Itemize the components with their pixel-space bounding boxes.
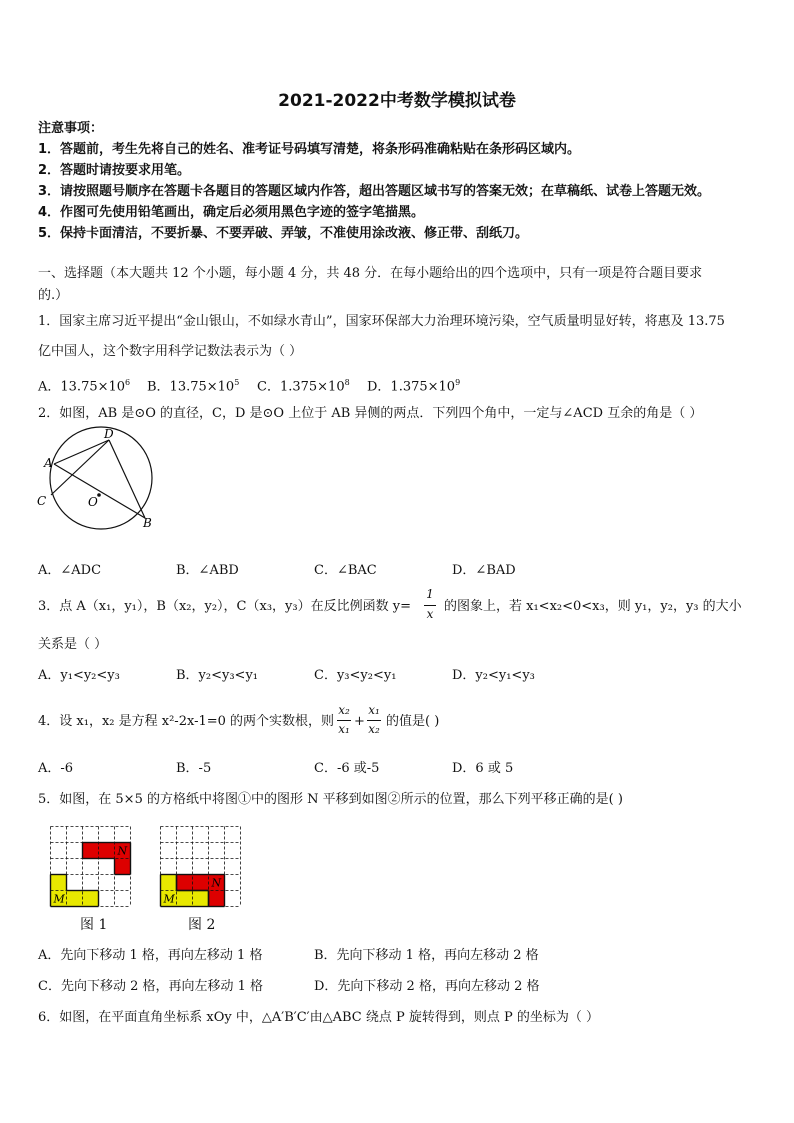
q1-stem-cont: 亿中国人，这个数字用科学记数法表示为（ ）: [38, 344, 303, 359]
shape-m-cell: [51, 875, 67, 891]
shape-n-cell: [83, 843, 99, 859]
option-text: A．13.75×10: [38, 379, 126, 395]
q3-fraction-numerator: 1: [426, 587, 434, 601]
option-exponent: 5: [234, 378, 240, 387]
shape-n-cell: [177, 875, 193, 891]
q4-option-c[interactable]: C．-6 或-5: [314, 761, 380, 776]
page-title: 2021-2022中考数学模拟试卷: [278, 91, 516, 111]
shape-m-cell: [193, 891, 209, 907]
shape-m-cell: [161, 875, 177, 891]
notice-item: 4．作图可先使用铅笔画出，确定后必须用黑色字迹的签字笔描黑。: [38, 205, 425, 220]
notice-item: 5．保持卡面清洁，不要折暴、不要弄破、弄皱，不准使用涂改液、修正带、刮纸刀。: [38, 226, 529, 241]
label-a: A: [44, 456, 53, 470]
q2-stem: 2．如图，AB 是⊙O 的直径，C，D 是⊙O 上位于 AB 异侧的两点．下列四个角中，一定与∠ACD 互余的角是（ ）: [38, 406, 703, 421]
fraction-bar: [337, 720, 351, 721]
q5-figure-1-caption: 图 1: [80, 917, 108, 933]
segment-ab: [54, 464, 145, 518]
shape-m-cell: [177, 891, 193, 907]
q4-option-b[interactable]: B．-5: [176, 761, 212, 776]
label-o: O: [88, 495, 98, 509]
notice-heading: 注意事项：: [38, 121, 104, 136]
q1-stem: 1．国家主席习近平提出“金山银山，不如绿水青山”，国家环保部大力治理环境污染，空气质量明显好转，将惠及 13.75: [38, 314, 725, 329]
q6-stem: 6．如图，在平面直角坐标系 xOy 中，△A′B′C′由△ABC 绕点 P 旋转得到，则点 P 的坐标为（ ）: [38, 1010, 600, 1025]
q4-option-d[interactable]: D．6 或 5: [452, 761, 514, 776]
segment-ad: [54, 440, 109, 464]
label-b: B: [143, 516, 152, 530]
shape-m-cell: [67, 891, 83, 907]
q2-option-d[interactable]: D．∠BAD: [452, 563, 516, 578]
label-d: D: [104, 427, 114, 441]
shape-m-label: M: [163, 892, 175, 906]
q5-figure-2: [160, 826, 240, 910]
option-text: C．1.375×10: [257, 379, 345, 395]
q4-fraction2-numerator: x₁: [368, 703, 380, 717]
shape-m-cell: [83, 891, 99, 907]
q4-fraction2-denominator: x₂: [368, 722, 380, 736]
fraction-bar: [424, 605, 436, 606]
shape-n-label: N: [211, 876, 222, 890]
shape-m-label: M: [53, 892, 65, 906]
q4-plus: +: [354, 714, 365, 729]
shape-n-cell: [209, 891, 225, 907]
shape-n-cell: [115, 859, 131, 875]
q5-option-c[interactable]: C．先向下移动 2 格，再向左移动 1 格: [38, 979, 264, 994]
q3-stem-cont: 的图象上，若 x₁<x₂<0<x₃，则 y₁，y₂，y₃ 的大小: [444, 599, 742, 614]
q5-figure-1: [50, 826, 130, 910]
section-heading-cont: 的.）: [38, 288, 69, 303]
shape-n-cell: [99, 843, 115, 859]
q2-option-a[interactable]: A．∠ADC: [38, 563, 102, 578]
notice-item: 3．请按照题号顺序在答题卡各题目的答题区域内作答，超出答题区域书写的答案无效；在草稿纸、试卷上答题无效。: [38, 184, 711, 199]
q4-stem-cont: 的值是( ): [386, 714, 440, 729]
q5-option-a[interactable]: A．先向下移动 1 格，再向左移动 1 格: [38, 948, 263, 963]
section-heading: 一、选择题（本大题共 12 个小题，每小题 4 分，共 48 分．在每小题给出的四个选项中，只有一项是符合题目要求: [38, 266, 703, 281]
q5-stem: 5．如图，在 5×5 的方格纸中将图①中的图形 N 平移到如图②所示的位置，那么下列平移正确的是( ): [38, 792, 623, 807]
label-c: C: [37, 494, 47, 508]
q4-stem: 4．设 x₁，x₂ 是方程 x²-2x-1=0 的两个实数根，则: [38, 714, 335, 729]
option-exponent: 8: [344, 378, 350, 387]
q3-option-d[interactable]: D．y₂<y₁<y₃: [452, 668, 535, 683]
q5-figure-2-caption: 图 2: [188, 917, 216, 933]
q3-stem-line2: 关系是（ ）: [38, 637, 108, 652]
q1-option-d[interactable]: [367, 374, 460, 396]
q1-option-c[interactable]: [257, 374, 350, 396]
notice-item: 1．答题前，考生先将自己的姓名、准考证号码填写清楚，将条形码准确粘贴在条形码区域内。: [38, 142, 581, 157]
q3-option-b[interactable]: B．y₂<y₃<y₁: [176, 668, 259, 683]
option-text: D．1.375×10: [367, 379, 456, 395]
fraction-bar: [367, 720, 381, 721]
shape-n-cell: [193, 875, 209, 891]
q2-circle-figure: [34, 428, 158, 532]
q4-fraction1-numerator: x₂: [338, 703, 350, 717]
q1-option-a[interactable]: [38, 374, 130, 396]
q3-fraction-denominator: x: [426, 607, 434, 621]
notice-item: 2．答题时请按要求用笔。: [38, 163, 191, 178]
q3-option-a[interactable]: A．y₁<y₂<y₃: [38, 668, 120, 683]
segment-db: [109, 440, 145, 518]
q4-option-a[interactable]: A．-6: [38, 761, 74, 776]
option-exponent: 6: [125, 378, 131, 387]
q2-option-b[interactable]: B．∠ABD: [176, 563, 239, 578]
q5-option-b[interactable]: B．先向下移动 1 格，再向左移动 2 格: [314, 948, 539, 963]
q1-option-b[interactable]: [147, 374, 239, 396]
q3-stem: 3．点 A（x₁，y₁），B（x₂，y₂），C（x₃，y₃）在反比例函数 y=: [38, 599, 411, 614]
option-text: B．13.75×10: [147, 379, 235, 395]
q4-fraction1-denominator: x₁: [338, 722, 350, 736]
q3-option-c[interactable]: C．y₃<y₂<y₁: [314, 668, 397, 683]
shape-n-label: N: [117, 844, 128, 858]
q2-option-c[interactable]: C．∠BAC: [314, 563, 377, 578]
q5-option-d[interactable]: D．先向下移动 2 格，再向左移动 2 格: [314, 979, 540, 994]
option-exponent: 9: [455, 378, 461, 387]
